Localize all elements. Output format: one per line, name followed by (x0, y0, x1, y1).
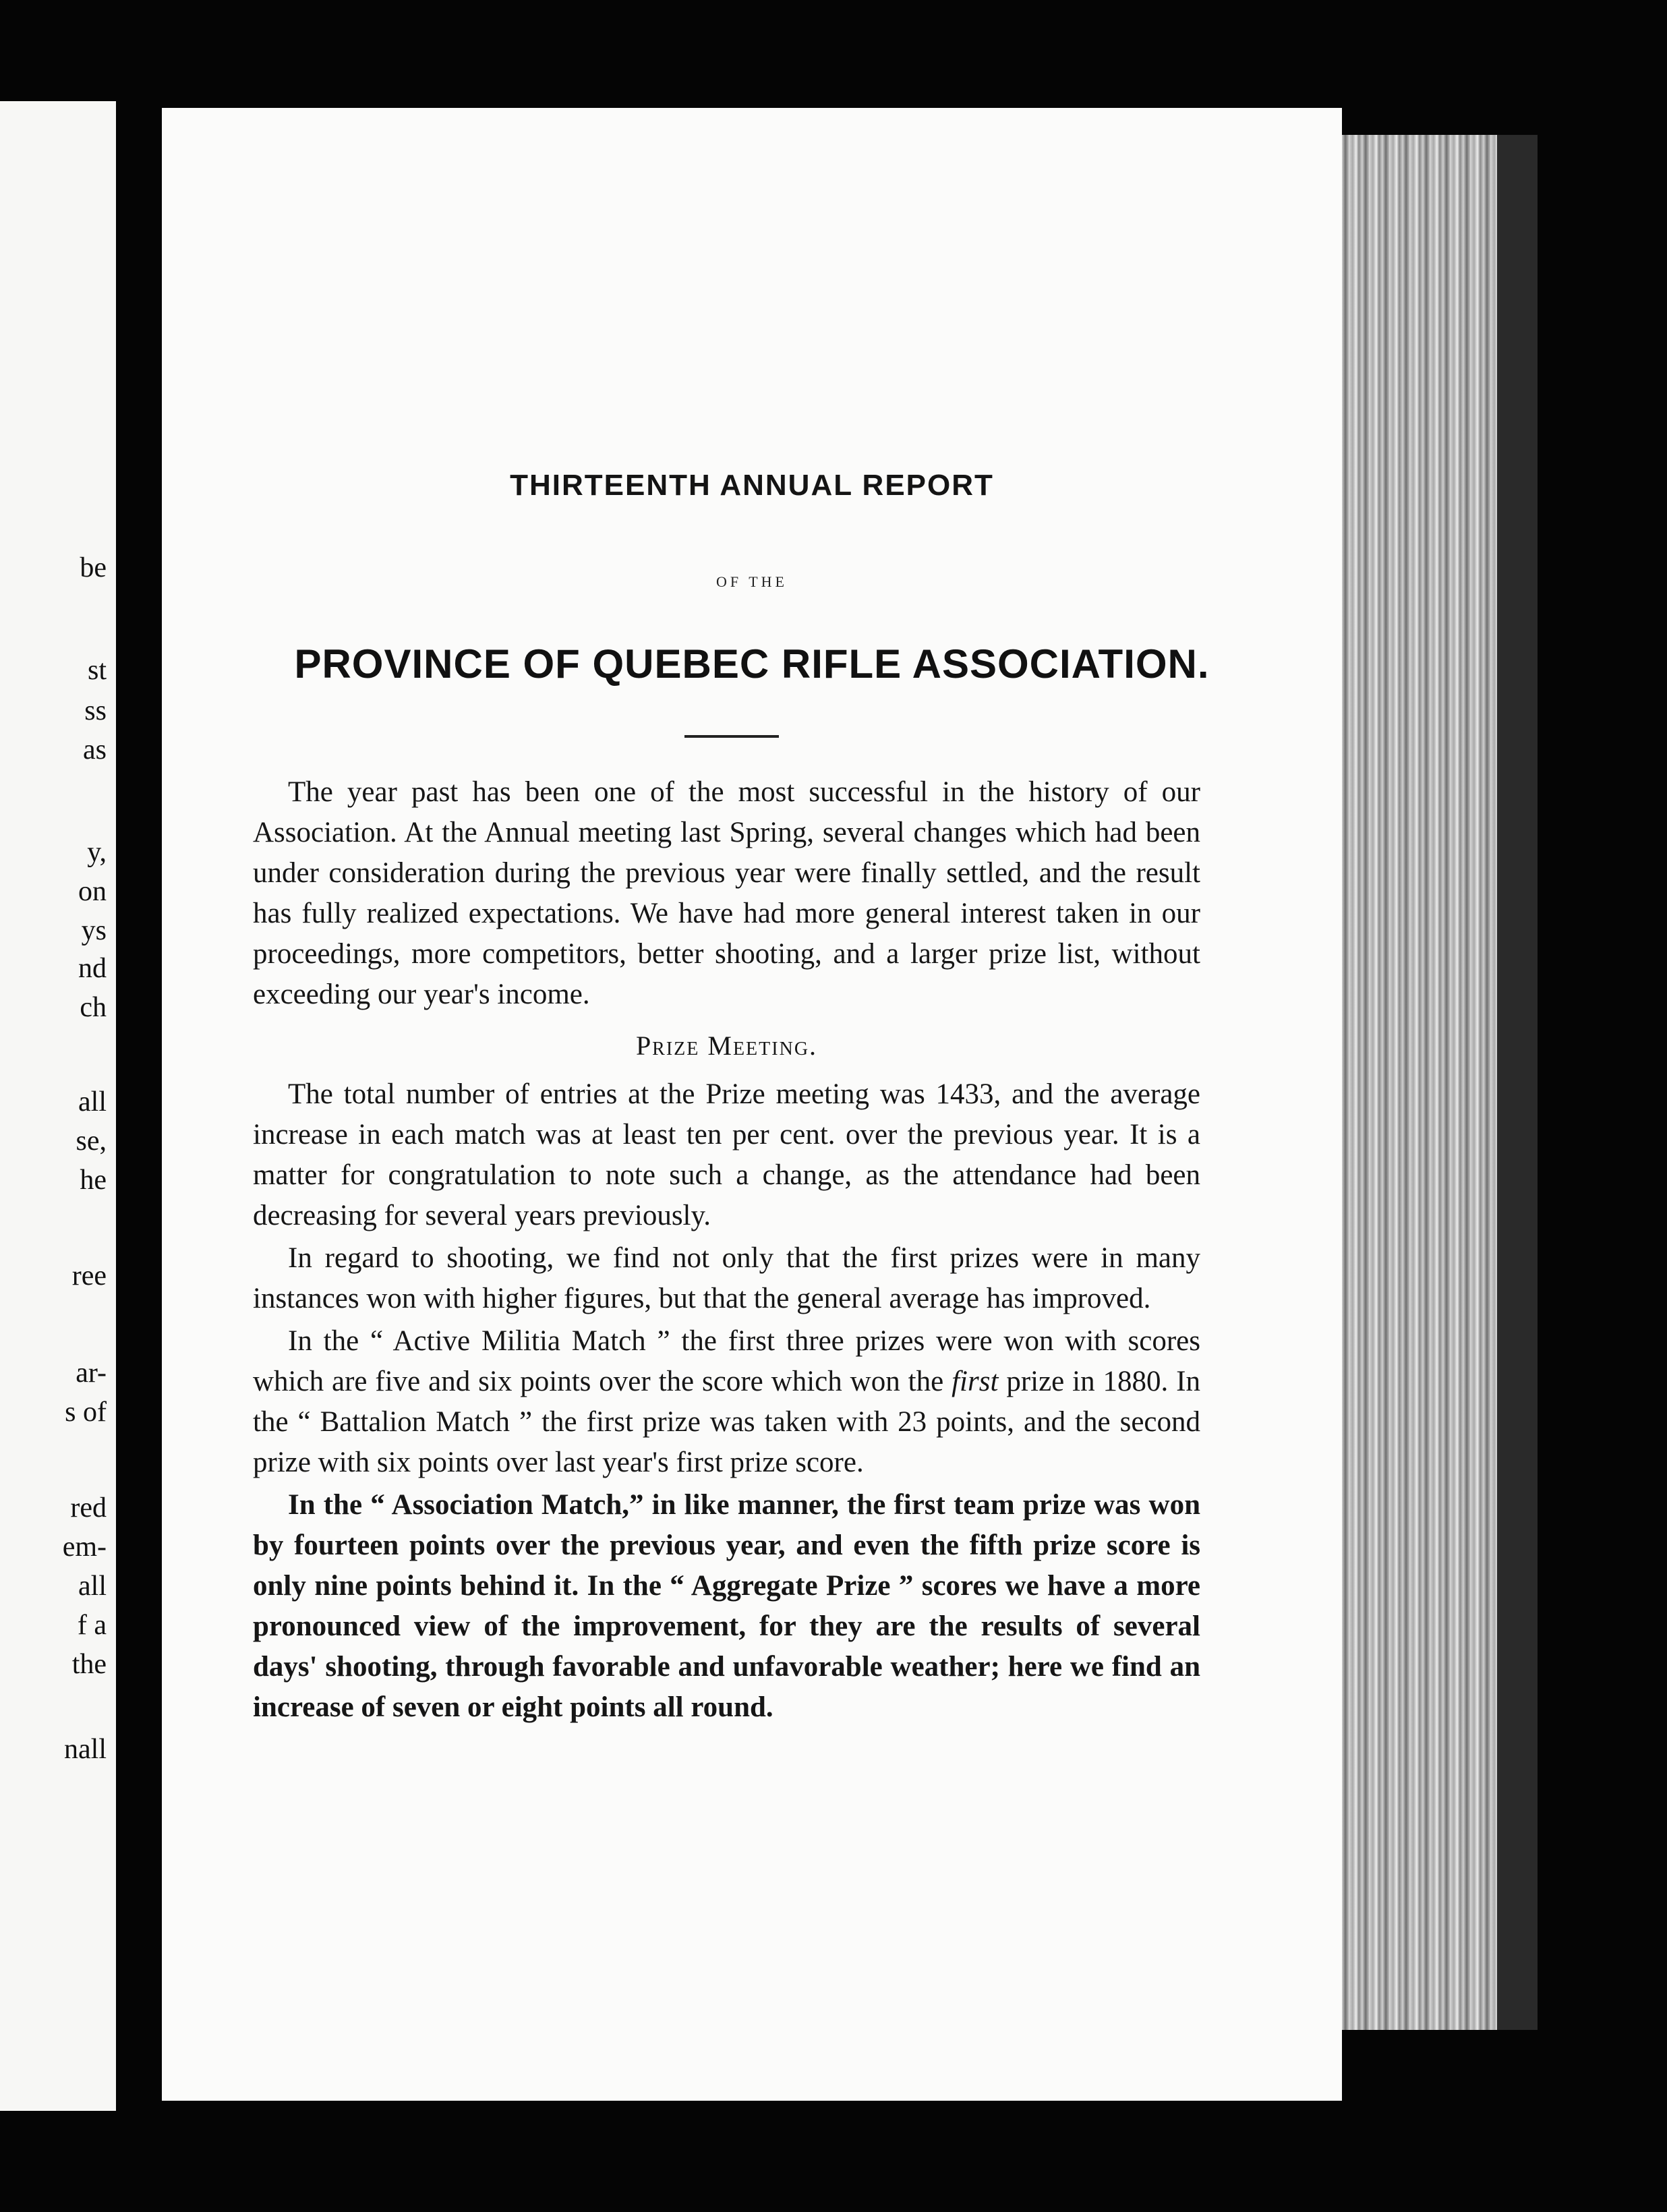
left-text-fragment: all (78, 1086, 107, 1117)
left-text-fragment: se, (76, 1126, 107, 1157)
left-text-fragment: nd (78, 953, 107, 984)
title-rule (684, 735, 779, 738)
left-text-fragment: ss (84, 695, 107, 726)
militia-text-italic: first (952, 1366, 999, 1397)
left-text-fragment: he (80, 1165, 107, 1196)
left-text-fragment: as (83, 734, 107, 765)
left-text-fragment: y, (87, 837, 107, 868)
left-text-fragment: nall (64, 1734, 107, 1765)
militia-text-b: prize in 1880. In the “ Battalion Match ” the first prize was taken with 23 points, and the second prize with six points over last year's first prize score. (253, 1366, 1201, 1478)
left-text-fragment: on (78, 876, 107, 907)
paragraph-entries: The total number of entries at the Prize meeting was 1433, and the average increase in each match was at least ten per cent. over the previous year. It is a matter for congratulation to note such a change, as the attendance had been decreasing for several years previously. (253, 1078, 1200, 1231)
left-text-fragment: ys (81, 915, 107, 946)
left-text-fragment: ree (71, 1260, 107, 1291)
report-title-line-1: THIRTEENTH ANNUAL REPORT (510, 469, 994, 502)
militia-text-a: In the “ Active Militia Match ” the first three prizes were won with scores which are five and six points over the score which won the (253, 1325, 1200, 1397)
left-text-fragment: s of (65, 1397, 107, 1428)
left-text-fragment: all (78, 1571, 107, 1602)
facing-page-fragment (0, 101, 116, 2111)
book-cover-edge (1497, 135, 1538, 2030)
paragraph-intro: The year past has been one of the most successful in the history of our Association. At the Annual meeting last Spring, several changes which had been under consideration during the previous year were finally settled, and the result has fully realized expectations. We have had more general interest taken in our proceedings, more competitors, better shooting, and a larger prize list, without exceeding our year's income. (253, 776, 1200, 1010)
report-title-line-2: OF THE (716, 573, 788, 590)
left-text-fragment: em- (62, 1532, 107, 1563)
paragraph-association-match: In the “ Association Match,” in like manner, the first team prize was won by fourteen points over the previous year, and even the fifth prize score is only nine points behind it. In the “ Aggregate Prize ” scores we have a more pronounced view of the improvement, for they are the results of several days' shooting, through favorable and unfavorable weather; here we find an increase of seven or eight points all round. (253, 1489, 1200, 1723)
left-text-fragment: ch (80, 992, 107, 1023)
left-text-fragment: red (70, 1492, 107, 1523)
paragraph-militia-match (253, 1321, 1200, 1483)
report-page (162, 108, 1342, 2101)
left-text-fragment: st (87, 655, 107, 686)
left-text-fragment: ar- (76, 1358, 107, 1389)
report-title-main: PROVINCE OF QUEBEC RIFLE ASSOCIATION. (294, 641, 1210, 687)
section-heading-prize-meeting: Prize Meeting. (635, 1030, 818, 1061)
left-text-fragment: be (80, 552, 107, 583)
report-body (253, 772, 1200, 1730)
paragraph-shooting: In regard to shooting, we find not only that the first prizes were in many instances won with higher figures, but that the general average has improved. (253, 1242, 1200, 1314)
left-text-fragment: the (71, 1649, 107, 1680)
left-text-fragment: f a (77, 1610, 107, 1641)
